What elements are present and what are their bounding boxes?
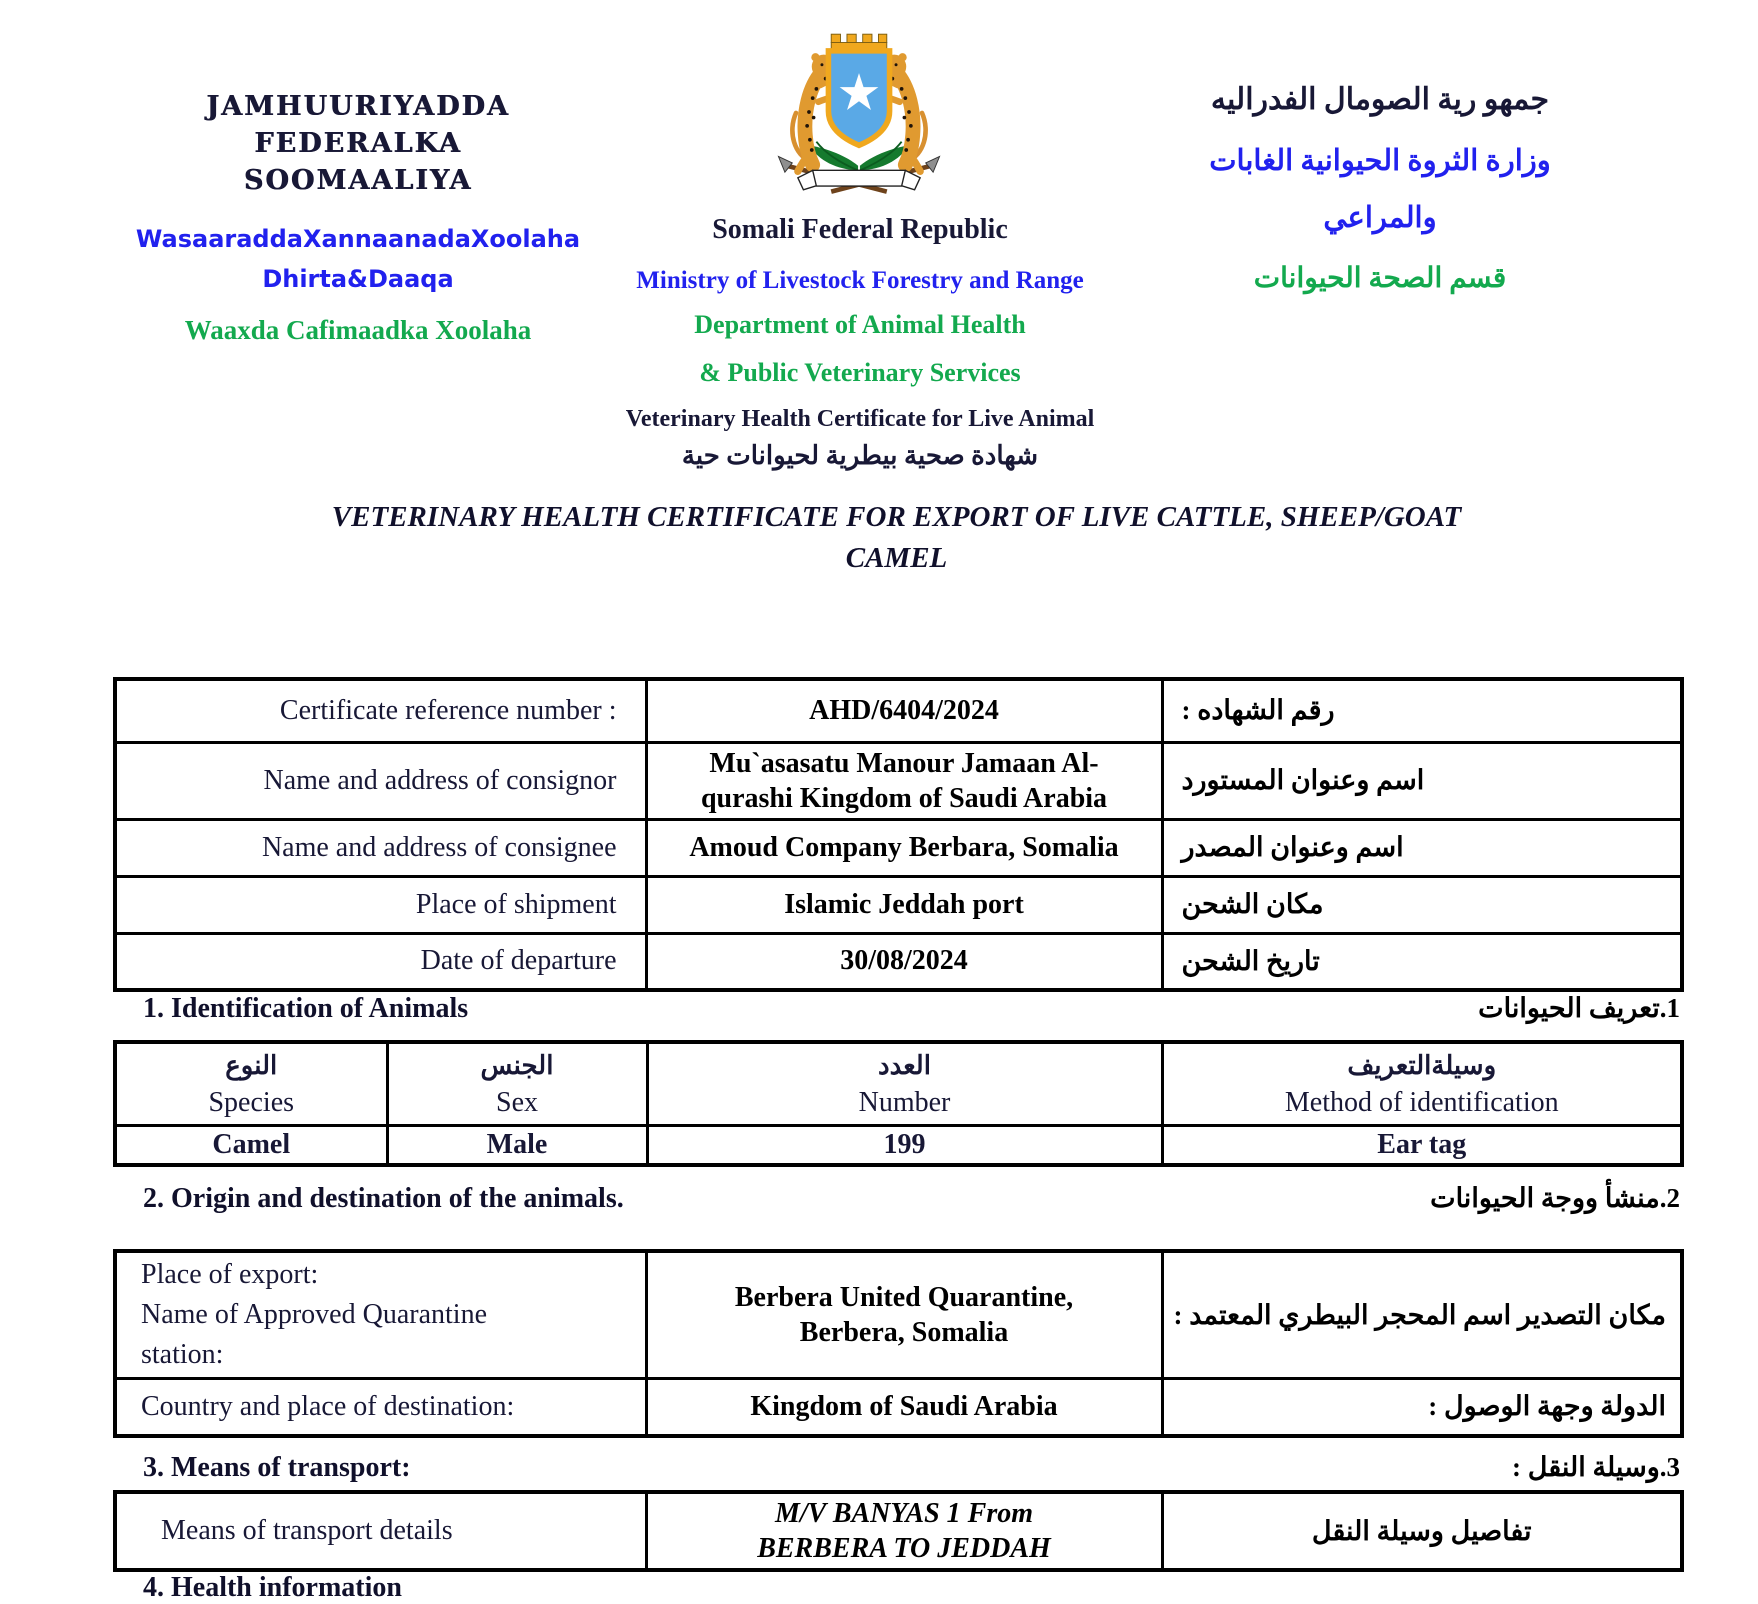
transport-value-line1: M/V BANYAS 1 From xyxy=(774,1498,1034,1529)
table-row xyxy=(115,679,1682,742)
cert-ref-value: AHD/6404/2024 xyxy=(646,679,1162,742)
departure-date-label: Date of departure xyxy=(115,933,646,990)
consignor-label-ar: اسم وعنوان المستورد xyxy=(1162,742,1682,819)
ministry-title-en: Ministry of Livestock Forestry and Range xyxy=(636,267,1084,294)
method-header-ar: وسيلةالتعريف xyxy=(1347,1050,1497,1080)
consignee-label: Name and address of consignee xyxy=(115,819,646,876)
destination-label-ar: الدولة وجهة الوصول : xyxy=(1162,1379,1682,1436)
department-title-en-line2: & Public Veterinary Services xyxy=(699,358,1021,387)
section3-heading xyxy=(113,1452,1680,1484)
sex-header-en: Sex xyxy=(496,1086,538,1118)
identification-table xyxy=(113,1040,1684,1167)
table-header-row xyxy=(115,1042,1682,1125)
method-header xyxy=(1162,1042,1682,1125)
table-row xyxy=(115,1125,1682,1165)
somali-republic-title xyxy=(118,88,598,199)
section3-heading-ar: 3.وسيلة النقل : xyxy=(1512,1452,1680,1482)
cert-ref-label: Certificate reference number : xyxy=(115,679,646,742)
document-title xyxy=(113,497,1680,579)
shipment-place-value: Islamic Jeddah port xyxy=(646,876,1162,933)
sex-header-ar: الجنس xyxy=(480,1050,554,1080)
species-header xyxy=(115,1042,387,1125)
destination-value: Kingdom of Saudi Arabia xyxy=(646,1379,1162,1436)
export-place-label-ar: مكان التصدير اسم المحجر البيطري المعتمد : xyxy=(1162,1251,1682,1379)
number-header-en: Number xyxy=(858,1086,951,1118)
species-header-ar: النوع xyxy=(225,1050,278,1080)
export-place-label-line1: Place of export: xyxy=(141,1259,319,1290)
department-title-ar: قسم الصحة الحيوانات xyxy=(1253,263,1507,294)
method-value: Ear tag xyxy=(1162,1125,1682,1165)
table-row xyxy=(115,1251,1682,1379)
transport-details-label: Means of transport details xyxy=(115,1492,646,1570)
export-place-label-line3: station: xyxy=(141,1339,224,1370)
department-title-en-line1: Department of Animal Health xyxy=(694,310,1026,339)
ministry-title-ar-line1: وزارة الثروة الحيوانية الغابات xyxy=(1209,145,1551,177)
species-header-en: Species xyxy=(208,1086,295,1118)
consignee-label-ar: اسم وعنوان المصدر xyxy=(1162,819,1682,876)
somali-header-block xyxy=(118,88,598,346)
number-header xyxy=(647,1042,1162,1125)
ministry-title-ar-line2: والمراعي xyxy=(1323,202,1437,234)
consignor-value xyxy=(646,742,1162,819)
arabic-header-block xyxy=(1095,82,1665,295)
sex-header xyxy=(387,1042,647,1125)
number-value: 199 xyxy=(647,1125,1162,1165)
center-header-block xyxy=(530,214,1190,471)
transport-details-label-ar: تفاصيل وسيلة النقل xyxy=(1162,1492,1682,1570)
method-header-en: Method of identification xyxy=(1284,1086,1559,1118)
table-row xyxy=(115,1492,1682,1570)
certificate-details-table xyxy=(113,677,1684,992)
export-place-label xyxy=(115,1251,646,1379)
departure-date-value: 30/08/2024 xyxy=(646,933,1162,990)
somali-title-line2: SOOMAALIYA xyxy=(243,165,473,196)
table-row xyxy=(115,819,1682,876)
section4-heading-partial xyxy=(113,1572,1680,1603)
table-row xyxy=(115,1379,1682,1436)
somali-ministry-title xyxy=(118,219,598,299)
quarantine-value-line2: Berbera, Somalia xyxy=(799,1317,1009,1348)
shipment-place-label: Place of shipment xyxy=(115,876,646,933)
section4-heading-en: 4. Health information xyxy=(143,1572,402,1603)
quarantine-value-line1: Berbera United Quarantine, xyxy=(734,1282,1074,1313)
section2-heading-ar: 2.منشأ ووجة الحيوانات xyxy=(1430,1183,1680,1213)
departure-date-label-ar: تاريخ الشحن xyxy=(1162,933,1682,990)
section1-heading xyxy=(113,993,1680,1025)
shield-star-icon xyxy=(828,51,889,145)
section2-heading xyxy=(113,1183,1680,1215)
table-row xyxy=(115,933,1682,990)
transport-details-value xyxy=(646,1492,1162,1570)
certificate-subtitle-ar: شهادة صحية بيطرية لحيوانات حية xyxy=(681,441,1039,470)
somalia-coat-of-arms xyxy=(742,24,976,200)
document-title-line1: VETERINARY HEALTH CERTIFICATE FOR EXPORT OF LIVE CATTLE, SHEEP/GOAT xyxy=(331,501,1462,533)
species-value: Camel xyxy=(115,1125,387,1165)
consignor-label: Name and address of consignor xyxy=(115,742,646,819)
table-row xyxy=(115,742,1682,819)
republic-title-ar: جمهو رية الصومال الفدراليه xyxy=(1210,83,1550,116)
cert-ref-label-ar: رقم الشهاده : xyxy=(1162,679,1682,742)
somali-ministry-line2: Dhirta&Daaqa xyxy=(262,265,454,293)
certificate-subtitle-en: Veterinary Health Certificate for Live Animal xyxy=(625,406,1095,432)
section1-heading-ar: 1.تعريف الحيوانات xyxy=(1478,993,1680,1023)
document-title-line2: CAMEL xyxy=(845,542,948,574)
origin-destination-table xyxy=(113,1249,1684,1438)
quarantine-value xyxy=(646,1251,1162,1379)
shipment-place-label-ar: مكان الشحن xyxy=(1162,876,1682,933)
sex-value: Male xyxy=(387,1125,647,1165)
somali-department-title: Waaxda Cafimaadka Xoolaha xyxy=(184,315,532,345)
republic-title-en: Somali Federal Republic xyxy=(712,214,1008,245)
export-place-label-line2: Name of Approved Quarantine xyxy=(141,1299,487,1330)
section3-heading-en: 3. Means of transport: xyxy=(143,1452,411,1483)
section1-heading-en: 1. Identification of Animals xyxy=(143,993,469,1024)
somali-title-line1: JAMHUURIYADDA FEDERALKA xyxy=(206,91,510,159)
consignee-value: Amoud Company Berbara, Somalia xyxy=(646,819,1162,876)
table-row xyxy=(115,876,1682,933)
ribbon-icon xyxy=(798,170,920,189)
consignor-value-line2: qurashi Kingdom of Saudi Arabia xyxy=(700,782,1108,814)
number-header-ar: العدد xyxy=(878,1050,931,1080)
destination-label: Country and place of destination: xyxy=(115,1379,646,1436)
section2-heading-en: 2. Origin and destination of the animals. xyxy=(143,1183,624,1214)
consignor-value-line1: Mu`asasatu Manour Jamaan Al- xyxy=(709,747,1099,779)
transport-value-line2: BERBERA TO JEDDAH xyxy=(757,1533,1051,1564)
somali-ministry-line1: WasaaraddaXannaanadaXoolaha xyxy=(135,225,581,253)
transport-table xyxy=(113,1490,1684,1572)
